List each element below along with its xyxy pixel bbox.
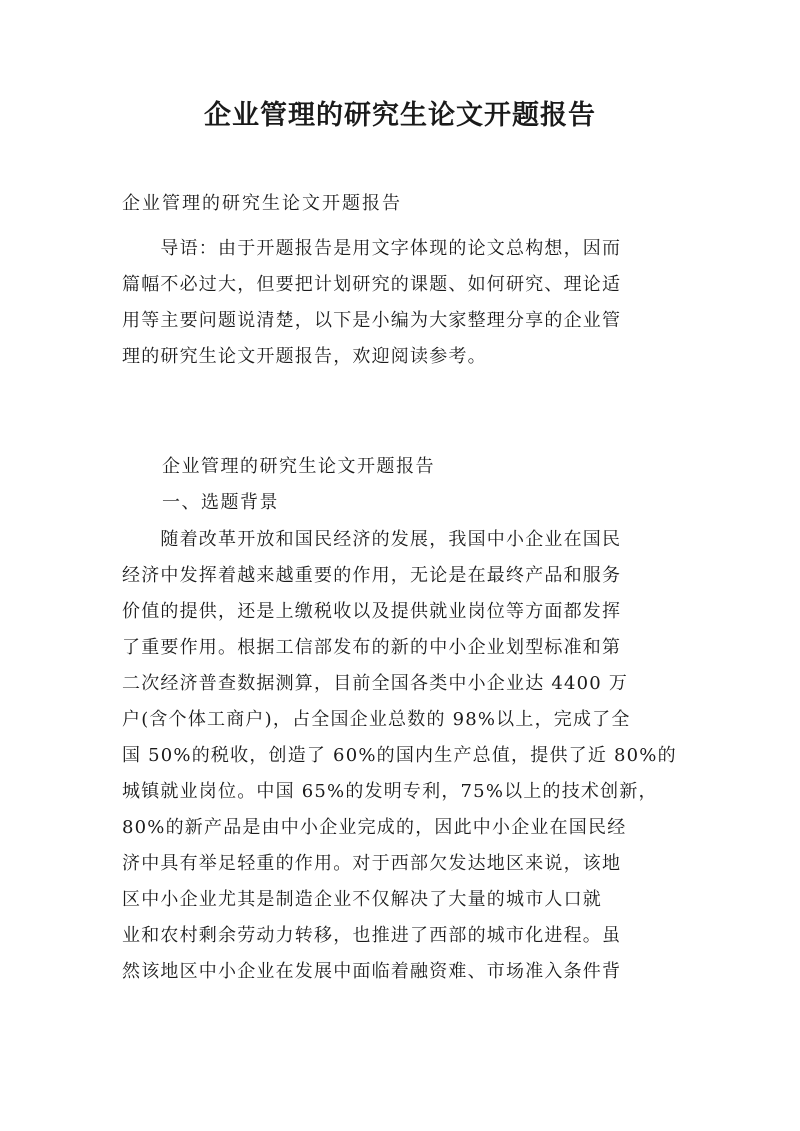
body-line: 国 50%的税收，创造了 60%的国内生产总值，提供了近 80%的 xyxy=(122,745,677,766)
section-heading: 一、选题背景 xyxy=(162,492,279,513)
body-line: 价值的提供，还是上缴税收以及提供就业岗位等方面都发挥 xyxy=(122,601,622,622)
body-line: 随着改革开放和国民经济的发展，我国中小企业在国民 xyxy=(122,529,622,550)
body-line: 区中小企业尤其是制造企业不仅解决了大量的城市人口就 xyxy=(122,889,602,910)
intro-line: 理的研究生论文开题报告，欢迎阅读参考。 xyxy=(122,346,487,367)
intro-line: 导语：由于开题报告是用文字体现的论文总构想，因而 xyxy=(122,238,622,259)
body-line: 了重要作用。根据工信部发布的新的中小企业划型标准和第 xyxy=(122,637,622,658)
section-title: 企业管理的研究生论文开题报告 xyxy=(162,456,435,477)
body-line: 业和农村剩余劳动力转移，也推进了西部的城市化进程。虽 xyxy=(122,925,622,946)
body-line: 二次经济普查数据测算，目前全国各类中小企业达 4400 万 xyxy=(122,673,629,694)
body-line: 经济中发挥着越来越重要的作用，无论是在最终产品和服务 xyxy=(122,565,622,586)
body-line: 80%的新产品是由中小企业完成的，因此中小企业在国民经 xyxy=(122,817,627,838)
body-line: 然该地区中小企业在发展中面临着融资难、市场准入条件背 xyxy=(122,961,622,982)
body-paragraph xyxy=(122,522,682,990)
body-line: 城镇就业岗位。中国 65%的发明专利，75%以上的技术创新， xyxy=(122,781,658,802)
intro-line: 篇幅不必过大，但要把计划研究的课题、如何研究、理论适 xyxy=(122,274,622,295)
body-line: 户(含个体工商户)，占全国企业总数的 98%以上，完成了全 xyxy=(122,709,631,730)
document-subtitle: 企业管理的研究生论文开题报告 xyxy=(122,193,402,214)
intro-paragraph xyxy=(122,231,682,375)
document-title: 企业管理的研究生论文开题报告 xyxy=(204,100,596,131)
intro-line: 用等主要问题说清楚，以下是小编为大家整理分享的企业管 xyxy=(122,310,622,331)
body-line: 济中具有举足轻重的作用。对于西部欠发达地区来说，该地 xyxy=(122,853,622,874)
